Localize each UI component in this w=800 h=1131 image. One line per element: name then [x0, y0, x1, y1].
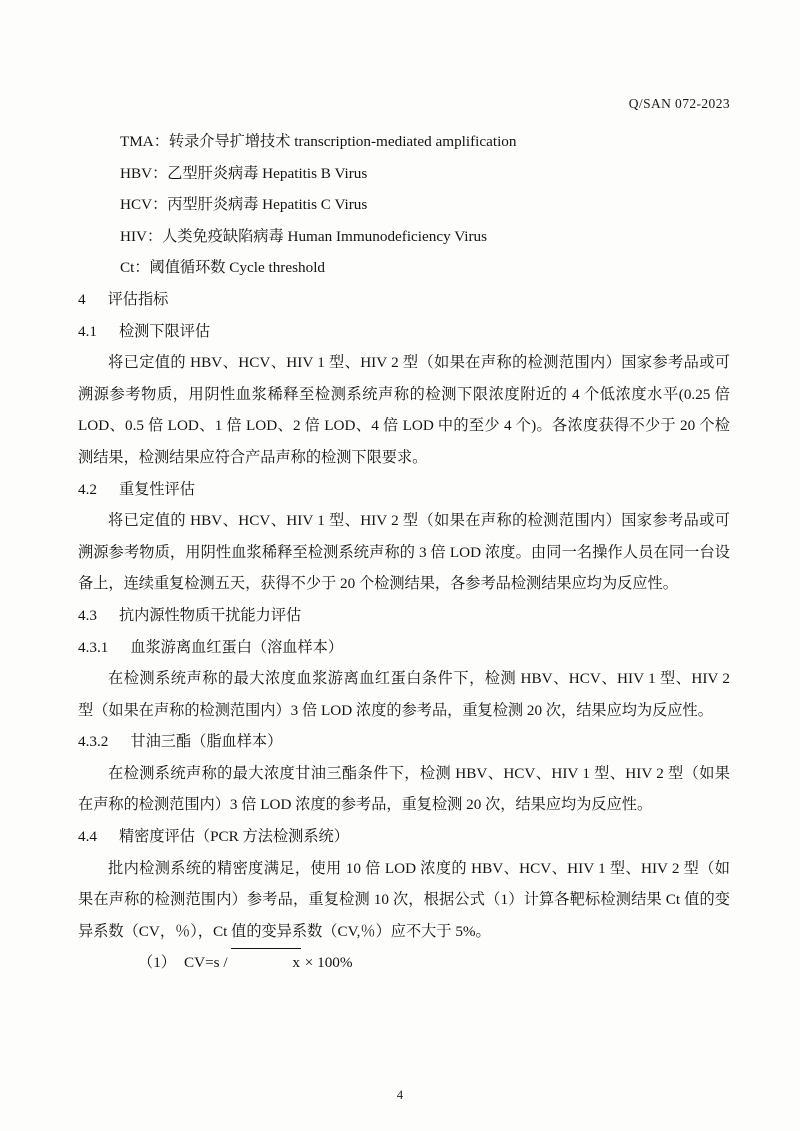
page-number: 4 — [396, 1088, 404, 1102]
clause-paragraph: 将已定值的 HBV、HCV、HIV 1 型、HIV 2 型（如果在声称的检测范围内）国家参考品或可溯源参考物质，用阴性血浆稀释至检测系统声称的 3 倍 LOD 浓度。由同一名操作人员在同一台设备上，连续重复检测五天，获得不少于 20 个检测结果，各参考品检测结果应均为反应性。 — [78, 512, 730, 593]
clause-number: 4.3 — [78, 606, 97, 624]
formula-variable: x — [231, 947, 301, 979]
clause-number: 4.1 — [78, 322, 97, 340]
clause-title: 甘油三酯（脂血样本） — [130, 733, 283, 751]
clause-number: 4.2 — [78, 480, 97, 498]
clause-heading-4-3-1 — [78, 632, 730, 664]
section-heading — [78, 284, 730, 316]
abbreviation-item: HBV：乙型肝炎病毒 Hepatitis B Virus — [120, 164, 368, 182]
page-content-area — [78, 88, 730, 1068]
clause-title: 血浆游离血红蛋白（溶血样本） — [130, 638, 343, 656]
formula-prefix: CV=s / — [183, 954, 228, 972]
clause-paragraph: 在检测系统声称的最大浓度血浆游离血红蛋白条件下，检测 HBV、HCV、HIV 1 型、HIV 2 型（如果在声称的检测范围内）3 倍 LOD 浓度的参考品，重复检测 20 次，结果应均为反应性。 — [78, 670, 730, 719]
formula-label: （1） — [138, 954, 176, 972]
abbreviation-item: HCV：丙型肝炎病毒 Hepatitis C Virus — [120, 196, 368, 214]
clause-title: 抗内源性物质干扰能力评估 — [118, 606, 302, 624]
document-body — [78, 126, 730, 979]
abbreviation-item: HIV：人类免疫缺陷病毒 Human Immunodeficiency Virus — [120, 227, 488, 245]
clause-heading-4-3 — [78, 600, 730, 632]
clause-paragraph: 将已定值的 HBV、HCV、HIV 1 型、HIV 2 型（如果在声称的检测范围内）国家参考品或可溯源参考物质，用阴性血浆稀释至检测系统声称的检测下限浓度附近的 4 个低浓度水平(0.25 倍 LOD、0.5 倍 LOD、1 倍 LOD、2 倍 LOD、4 倍 LOD 中的至少 4 个)。各浓度获得不少于 20 个检测结果，检测结果应符合产品声称的检测下限要求。 — [78, 354, 730, 466]
abbreviation-item: TMA：转录介导扩增技术 transcription-mediated amplification — [120, 133, 517, 150]
clause-heading-4-4 — [78, 821, 730, 853]
clause-number: 4.4 — [78, 828, 97, 846]
clause-number: 4.3.2 — [78, 733, 109, 751]
clause-heading-4-1 — [78, 316, 730, 348]
clause-title: 精密度评估（PCR 方法检测系统） — [118, 828, 349, 846]
document-header-code: Q/SAN 072-2023 — [628, 96, 730, 111]
section-title: 评估指标 — [107, 290, 169, 308]
section-number: 4 — [78, 290, 86, 308]
abbreviation-item: Ct：阈值循环数 Cycle threshold — [120, 259, 326, 277]
clause-paragraph: 在检测系统声称的最大浓度甘油三酯条件下，检测 HBV、HCV、HIV 1 型、HIV 2 型（如果在声称的检测范围内）3 倍 LOD 浓度的参考品，重复检测 20 次，结果应均为反应性。 — [78, 764, 730, 814]
formula-suffix: × 100% — [304, 954, 353, 972]
clause-heading-4-3-2 — [78, 726, 730, 758]
clause-title: 重复性评估 — [118, 480, 195, 498]
clause-number: 4.3.1 — [78, 638, 109, 656]
clause-paragraph: 批内检测系统的精密度满足，使用 10 倍 LOD 浓度的 HBV、HCV、HIV 1 型、HIV 2 型（如果在声称的检测范围内）参考品，重复检测 10 次，根据公式（1）计算各靶标检测结果 Ct 值的变异系数（CV，％），Ct 值的变异系数（CV,％）应不大于 5%。 — [78, 859, 730, 940]
clause-heading-4-2 — [78, 474, 730, 506]
formula-line — [78, 947, 730, 979]
clause-title: 检测下限评估 — [118, 322, 211, 340]
